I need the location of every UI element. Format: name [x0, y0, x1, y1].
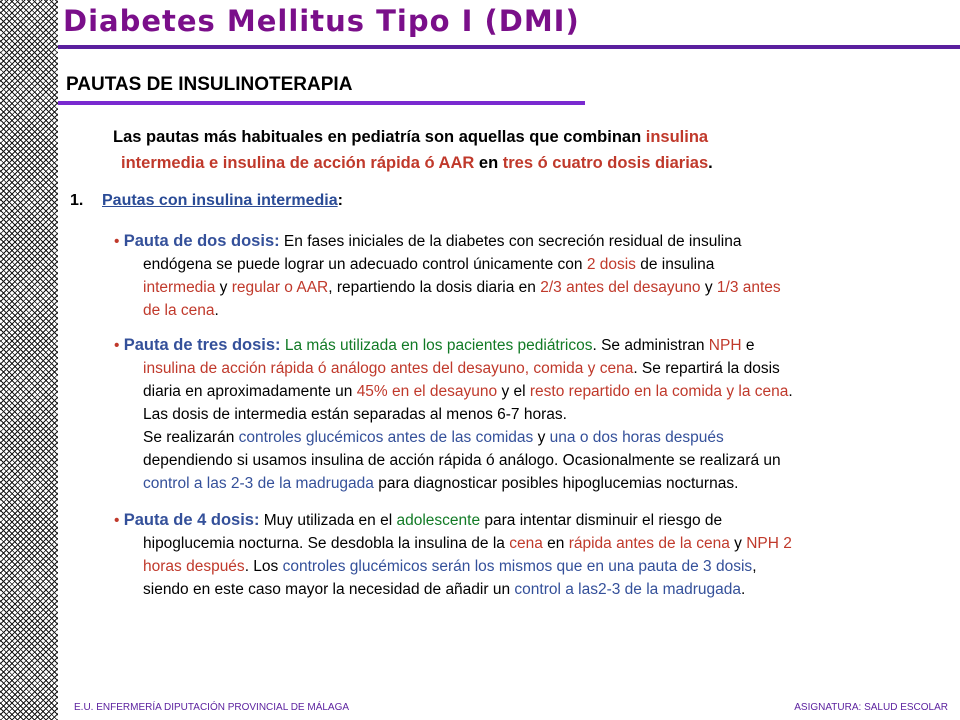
- bullet-highlight: intermedia: [143, 279, 216, 296]
- bullet-highlight: 2 dosis: [586, 256, 636, 273]
- bullet-text: endógena se puede lograr un adecuado control únicamente con: [143, 256, 587, 273]
- bullet-text: diaria en aproximadamente un: [143, 383, 357, 400]
- bullet-highlight: insulina de acción rápida ó análogo antes del desayuno, comida y cena: [143, 360, 634, 377]
- intro-highlight: insulina: [645, 128, 709, 146]
- bullet-highlight: horas después: [143, 558, 245, 575]
- bullet-text: dependiendo si usamos insulina de acción rápida ó análogo. Ocasionalmente se realizará un: [143, 452, 781, 469]
- bullet-text: y: [729, 535, 747, 552]
- bullet-text: Muy utilizada en el: [259, 512, 397, 529]
- bullet-text: siendo en este caso mayor la necesidad de añadir un: [143, 581, 515, 598]
- bullet-highlight: controles glucémicos antes de las comidas: [238, 429, 534, 446]
- bullet-text: y: [215, 279, 232, 296]
- bullet-highlight: rápida antes de la cena: [568, 535, 730, 552]
- bullet-highlight: La más utilizada en los pacientes pediátricos: [284, 337, 593, 354]
- bullet-two-doses: [114, 230, 924, 322]
- section-heading: [70, 192, 343, 210]
- bullet-highlight: de la cena: [143, 302, 215, 319]
- bullet-text: En fases iniciales de la diabetes con secreción residual de insulina: [279, 233, 742, 250]
- intro-highlight: intermedia e insulina de acción rápida ó AAR: [121, 154, 475, 172]
- intro-text: en: [474, 154, 503, 172]
- bullet-highlight: control a las 2-3 de la madrugada: [143, 475, 374, 492]
- subtitle-divider: [58, 101, 585, 105]
- bullet-highlight: una o dos horas después: [549, 429, 724, 446]
- intro-paragraph: [113, 124, 903, 176]
- bullet-highlight: adolescente: [396, 512, 481, 529]
- bullet-text: para intentar disminuir el riesgo de: [480, 512, 723, 529]
- title-divider: [58, 45, 960, 49]
- bullet-highlight: controles glucémicos serán los mismos que en una pauta de 3 dosis: [282, 558, 753, 575]
- bullet-text: . Se administran: [592, 337, 709, 354]
- bullet-text: .: [214, 302, 219, 319]
- bullet-highlight: cena: [509, 535, 543, 552]
- decorative-pattern-sidebar: [0, 0, 58, 720]
- bullet-text: para diagnosticar posibles hipoglucemias nocturnas.: [373, 475, 739, 492]
- section-subtitle: PAUTAS DE INSULINOTERAPIA: [66, 74, 353, 95]
- section-title: Pautas con insulina intermedia: [102, 192, 338, 209]
- bullet-highlight: resto repartido en la comida y la cena: [529, 383, 789, 400]
- bullet-text: ,: [752, 558, 757, 575]
- bullet-lead: Pauta de tres dosis:: [123, 336, 281, 354]
- bullet-text: en: [542, 535, 569, 552]
- bullet-dot: •: [114, 512, 120, 529]
- bullet-dot: •: [114, 337, 120, 354]
- bullet-text: Las dosis de intermedia están separadas al menos 6-7 horas.: [143, 406, 567, 423]
- bullet-highlight: NPH 2: [746, 535, 792, 552]
- bullet-four-doses: [114, 509, 924, 601]
- footer-course: ASIGNATURA: SALUD ESCOLAR: [794, 702, 948, 713]
- bullet-lead: Pauta de dos dosis:: [123, 232, 280, 250]
- bullet-text: de insulina: [635, 256, 715, 273]
- footer-institution: E.U. ENFERMERÍA DIPUTACIÓN PROVINCIAL DE MÁLAGA: [74, 702, 350, 713]
- bullet-text: y: [533, 429, 550, 446]
- section-number: 1.: [70, 192, 84, 209]
- bullet-highlight: NPH: [708, 337, 742, 354]
- bullet-text: .: [788, 383, 793, 400]
- bullet-text: . Se repartirá la dosis: [633, 360, 780, 377]
- section-colon: :: [337, 192, 343, 209]
- bullet-dot: •: [114, 233, 120, 250]
- bullet-text: y el: [497, 383, 530, 400]
- intro-text: Las pautas más habituales en pediatría son aquellas que combinan: [113, 128, 646, 146]
- bullet-text: e: [741, 337, 755, 354]
- bullet-text: . Los: [244, 558, 283, 575]
- bullet-lead: Pauta de 4 dosis:: [123, 511, 260, 529]
- intro-highlight: tres ó cuatro dosis diarias: [502, 154, 709, 172]
- page-title: Diabetes Mellitus Tipo I (DMI): [63, 4, 580, 38]
- bullet-highlight: regular o AAR: [231, 279, 329, 296]
- bullet-three-doses: [114, 334, 924, 495]
- bullet-text: hipoglucemia nocturna. Se desdobla la insulina de la: [143, 535, 510, 552]
- intro-text: .: [708, 154, 713, 172]
- bullet-highlight: control a las2-3 de la madrugada: [514, 581, 742, 598]
- bullet-text: .: [741, 581, 746, 598]
- bullet-highlight: 1/3 antes: [716, 279, 781, 296]
- bullet-highlight: 2/3 antes del desayuno: [540, 279, 701, 296]
- bullet-text: y: [700, 279, 717, 296]
- bullet-highlight: 45% en el desayuno: [356, 383, 498, 400]
- bullet-text: Se realizarán: [143, 429, 239, 446]
- bullet-text: , repartiendo la dosis diaria en: [328, 279, 541, 296]
